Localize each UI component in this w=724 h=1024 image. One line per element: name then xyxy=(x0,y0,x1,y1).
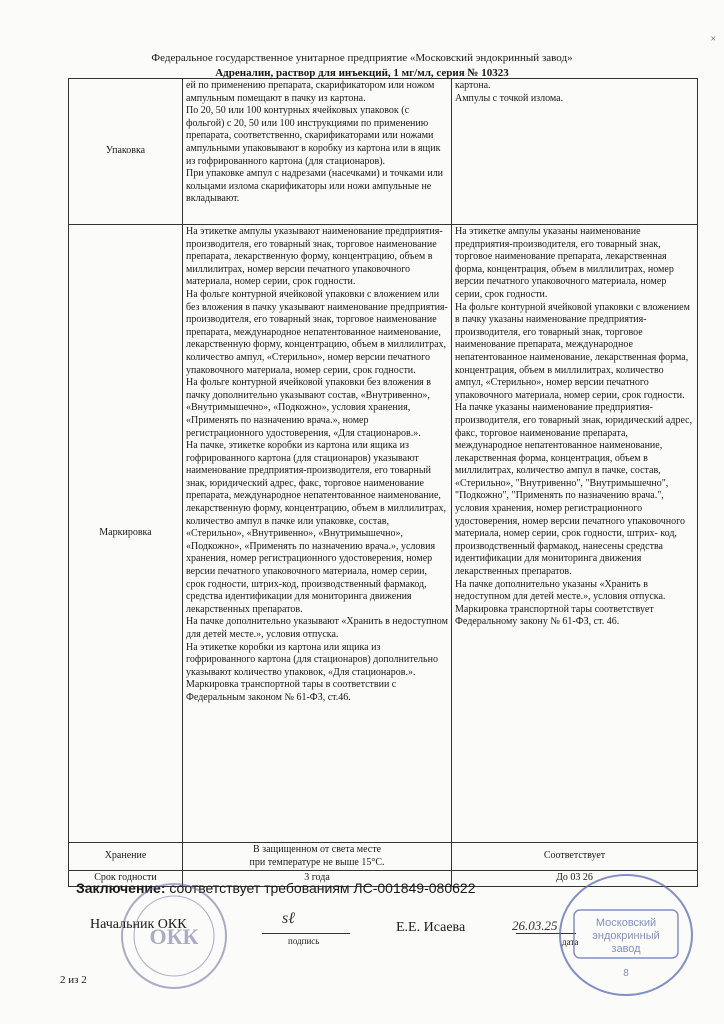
packaging-requirement: ей по применению препарата, скарификатором или ножом ампульным помещают в пачку из картона. По 20, 50 или 100 контурных ячейковых упаковок (с фольгой) с 20, 50 или 100 инструкциями по применению препарата, соответственно, скарификаторами или ножами ампульными упаковывают в коробку из картона или в ящик из гофрированного картона (для стационаров). При упаковке ампул с надрезами (насечками) и точками или кольцами излома скарификаторы или ножи ампульные не вкладывают. xyxy=(183,79,452,225)
packaging-label: Упаковка xyxy=(69,79,183,225)
storage-requirement: В защищенном от света месте при температуре не выше 15°С. xyxy=(183,843,452,871)
factory-stamp xyxy=(556,870,696,1000)
marking-label: Маркировка xyxy=(69,225,183,843)
organization-header: Федеральное государственное унитарное предприятие «Московский эндокринный завод» xyxy=(151,52,573,64)
signatory-position: Начальник ОКК xyxy=(90,917,187,932)
okk-stamp xyxy=(118,880,230,992)
signature-caption: подпись xyxy=(288,936,320,946)
page-number: 2 из 2 xyxy=(60,974,87,986)
corner-mark: × xyxy=(710,34,716,45)
factory-stamp-line2: эндокринный xyxy=(592,930,660,942)
factory-stamp-number: 8 xyxy=(623,968,629,979)
shelf-life-requirement: 3 года xyxy=(183,871,452,887)
shelf-life-result: До 03 26 xyxy=(452,871,698,887)
marking-requirement: На этикетке ампулы указывают наименование предприятия-производителя, его товарный знак, торговое наименование препарата, лекарственную форму, концентрацию, объем в миллилитрах, номер версии печатного упаковочного материала, номер серии, срок годности. На фольге контурной ячейковой упаковки с вложением или без вложения в пачку указывают наименование предприятия-производителя, его товарный знак, торговое наименование препарата, международное непатентованное наименование, лекарственную форму, концентрацию, объем в миллилитрах, количество ампул, «Стерильно», номер версии печатного упаковочного материала, номер серии, срок годности. На фольге контурной ячейковой упаковки без вложения в пачку дополнительно указывают состав, «Внутривенно», «Внутримышечно», «Подкожно», условия хранения, «Применять по назначению врача.», номер регистрационного удостоверения, «Для стационаров.». На пачке, этикетке коробки из картона или ящика из гофрированного картона (для стационаров) указывают наименование предприятия-производителя, его товарный знак, юридический адрес, факс, торговое наименование препарата, международное непатентованное наименование, лекарственную форму, концентрацию, объем в миллилитрах, количество ампул в пачке или упаковке, состав, «Стерильно», «Внутривенно», «Внутримышечно», «Подкожно», «Применять по назначению врача.», условия хранения, номер регистрационного удостоверения, номер версии печатного упаковочного материала, номер серии, срок годности, штрих-код, производственный фармакод, средства идентификации для мониторинга движения лекарственных препаратов. На пачке дополнительно указывают «Хранить в недоступном для детей месте.», условия отпуска. На этикетке коробки из картона или ящика из гофрированного картона (для стационаров) дополнительно указывают количество упаковок, «Для стационаров.». Маркировка транспортной тары в соответствии с Федеральным законом № 61-ФЗ, ст.46. xyxy=(183,225,452,843)
okk-stamp-text: ОКК xyxy=(149,924,199,949)
table-row-packaging xyxy=(69,79,698,225)
packaging-result: картона. Ампулы с точкой излома. xyxy=(452,79,698,225)
table-row-marking xyxy=(69,225,698,843)
date-caption: дата xyxy=(562,937,579,947)
specification-table xyxy=(68,78,698,887)
storage-result: Соответствует xyxy=(452,843,698,871)
table-row-storage xyxy=(69,843,698,871)
handwritten-date: 26.03.25 xyxy=(512,918,558,933)
product-header: Адреналин, раствор для инъекций, 1 мг/мл, серия № 10323 xyxy=(215,67,509,79)
storage-label: Хранение xyxy=(69,843,183,871)
signatory-name: Е.Е. Исаева xyxy=(396,920,466,935)
marking-result: На этикетке ампулы указаны наименование предприятия-производителя, его товарный знак, торговое наименование препарата, лекарственная форма, концентрация, объем в миллилитрах, номер версии печатного упаковочного материала, номер серии, срок годности. На фольге контурной ячейковой упаковки с вложением в пачку указаны наименование предприятия-производителя, его товарный знак, торговое наименование препарата, международное непатентованное наименование, лекарственная форма, концентрация, объем в миллилитрах, количество ампул, «Стерильно», номер версии печатного упаковочного материала, номер серии, срок годности. На пачке указаны наименование предприятия-производителя, его товарный знак, юридический адрес, факс, торговое наименование препарата, международное непатентованное наименование, лекарственная форма, концентрация, объем в миллилитрах, количество ампул в пачке, состав, «Стерильно», "Внутривенно", "Внутримышечно", "Подкожно", "Применять по назначению врача.", условия хранения, номер регистрационного удостоверения, номер версии печатного упаковочного материала, номер серии, срок годности, штрих- код, производственный фармакод, нанесены средства идентификации для мониторинга движения лекарственных препаратов. На пачке дополнительно указаны «Хранить в недоступном для детей месте.», условия отпуска. Маркировка транспортной тары соответствует Федеральному закону № 61-ФЗ, ст. 46. xyxy=(452,225,698,843)
signature-mark: ѕℓ xyxy=(282,910,295,927)
shelf-life-label: Срок годности xyxy=(69,871,183,887)
factory-stamp-line3: завод xyxy=(611,943,641,955)
factory-stamp-line1: Московский xyxy=(595,917,657,929)
conclusion-text: соответствует требованиям ЛС-001849-080622 xyxy=(169,880,476,896)
conclusion-label: Заключение: xyxy=(76,880,166,896)
signature-line xyxy=(262,933,350,934)
